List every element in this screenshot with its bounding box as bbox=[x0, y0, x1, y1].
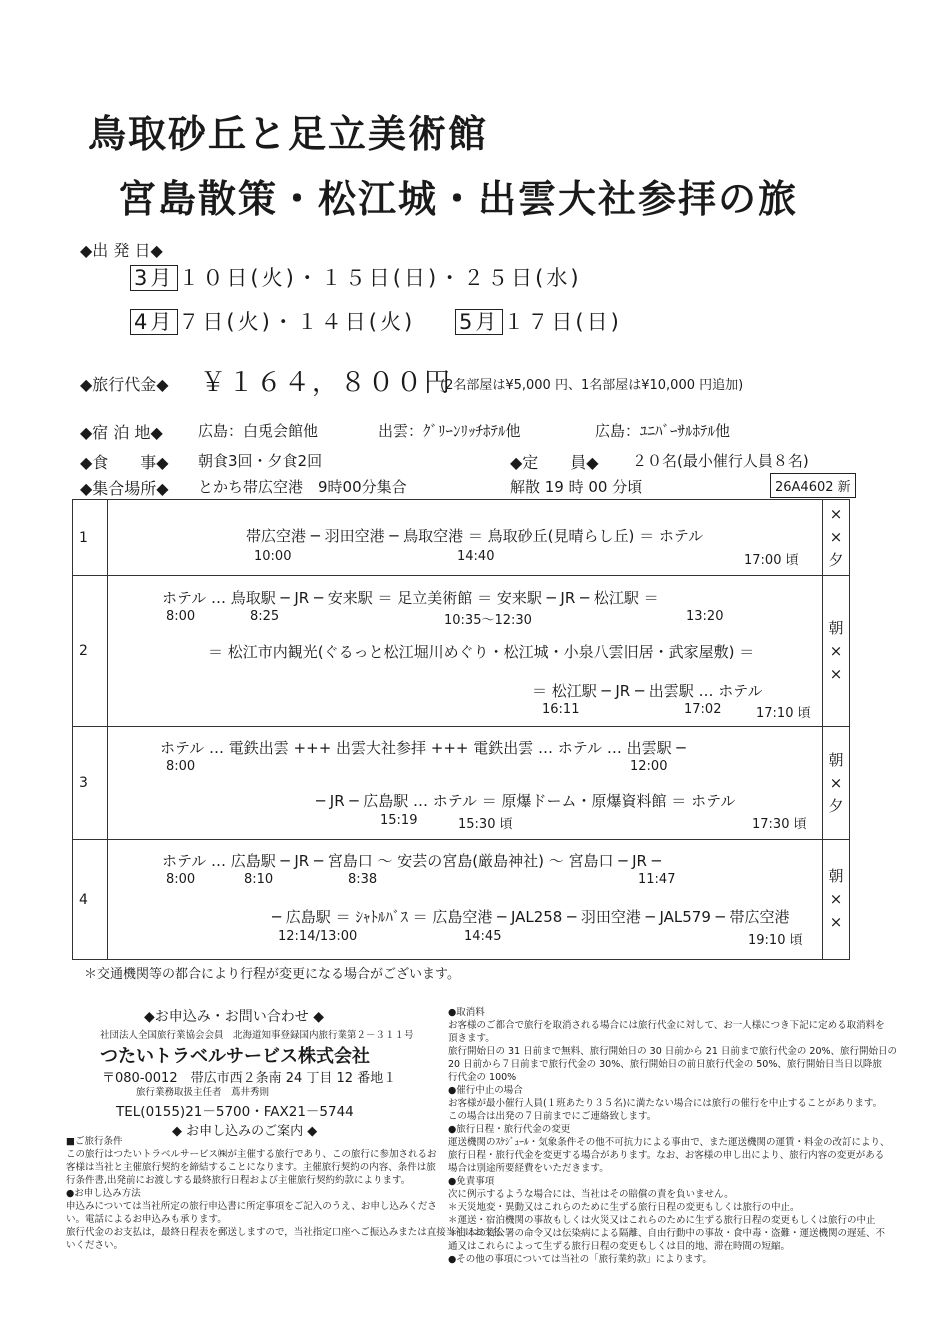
terms-line: 旅行開始日の 31 日前まで無料、旅行開始日の 30 日前から 21 日前まで旅行代金の 20%、旅行開始日の bbox=[448, 1046, 898, 1057]
terms-line: 行代金の 100% bbox=[448, 1072, 517, 1083]
meals-label: ◆食 事◆ bbox=[80, 453, 169, 472]
terms-line: ●その他の事項については当社の「旅行業約款」によります。 bbox=[448, 1254, 712, 1265]
terms-line: 旅行日程・旅行代金を変更する場合があります。なお、お客様の申し出により、旅行内容の変更がある bbox=[448, 1150, 885, 1161]
terms-line: ■ご旅行条件 bbox=[66, 1136, 123, 1147]
terms-line: ＊天災地変・異動又はこれらのために生ずる旅行日程の変更もしくは旅行の中止。 bbox=[448, 1202, 800, 1213]
time: 8:10 bbox=[244, 872, 274, 887]
itinerary-day-1 bbox=[73, 500, 850, 576]
month-march: 3月 bbox=[130, 265, 178, 291]
day-meals bbox=[823, 500, 850, 576]
time: 16:11 bbox=[542, 702, 580, 717]
dates-april: ７日(火)・１４日(火) bbox=[178, 310, 416, 334]
dismiss-time: 解散 19 時 00 分頃 bbox=[510, 478, 643, 496]
terms-line: 行条件書,出発前にお渡しする最終旅行日程および主催旅行契約約款によります。 bbox=[66, 1175, 411, 1186]
meal-breakfast: 朝 bbox=[828, 750, 844, 769]
terms-line: ＊日本の官公署の命令又は伝染病による隔離、自由行動中の事故・食中毒・盗難・運送機関の遅延、不 bbox=[448, 1228, 886, 1239]
departure-label: ◆出 発 日◆ bbox=[80, 241, 163, 260]
company-name: つたいトラベルサービス株式会社 bbox=[100, 1046, 370, 1067]
meal-lunch: × bbox=[829, 773, 843, 792]
time: 8:00 bbox=[166, 609, 196, 624]
terms-line: 次に例示するような場合には、当社はその賠償の責を負いません。 bbox=[448, 1189, 734, 1200]
terms-line: ●催行中止の場合 bbox=[448, 1085, 523, 1096]
stay-hiroshima-2: 広島：ﾕﾆﾊﾞｰｻﾙﾎﾃﾙ他 bbox=[595, 422, 731, 440]
time: 15:19 bbox=[380, 813, 418, 828]
terms-line: お客様が最小催行人員(１班あたり３５名)に満たない場合には旅行の催行を中止することがあります。 bbox=[448, 1098, 883, 1109]
terms-line: ●旅行日程・旅行代金の変更 bbox=[448, 1124, 571, 1135]
time: 17:30 頃 bbox=[752, 817, 807, 832]
terms-line: 20 日前から７日前まで旅行代金の 30%、旅行開始日の前日旅行代金の 50%、旅行開始日当日以降旅 bbox=[448, 1059, 882, 1070]
stay-label: ◆宿 泊 地◆ bbox=[80, 423, 163, 442]
route-line: ─ 広島駅 ＝ ｼｬﾄﾙﾊﾞｽ ＝ 広島空港 ─ JAL258 ─ 羽田空港 ─ JAL579 ─ 帯広空港 bbox=[272, 908, 790, 926]
time: 15:30 頃 bbox=[458, 817, 513, 832]
terms-line: いください。 bbox=[66, 1240, 124, 1251]
meal-dinner: 夕 bbox=[828, 796, 844, 815]
meal-breakfast: 朝 bbox=[828, 867, 844, 885]
terms-line: 旅行代金のお支払は，最終日程表を郵送しますので，当社指定口座へご振込みまたは直接当社にお支払 bbox=[66, 1227, 503, 1238]
stay-hiroshima-1: 広島：白兎会館他 bbox=[198, 422, 319, 440]
stay-izumo: 出雲：ｸﾞﾘｰﾝﾘｯﾁﾎﾃﾙ他 bbox=[378, 422, 521, 440]
title-line-1: 鳥取砂丘と足立美術館 bbox=[88, 112, 489, 156]
month-april: 4月 bbox=[130, 309, 178, 335]
meal-lunch: × bbox=[829, 641, 843, 660]
route-line: ＝ 松江駅 ─ JR ─ 出雲駅 … ホテル bbox=[532, 682, 763, 700]
tour-code: 26A4602 新 bbox=[770, 473, 856, 498]
terms-line: 場合は別途所要経費をいただきます。 bbox=[448, 1163, 609, 1174]
time: 14:40 bbox=[457, 549, 495, 564]
price-note: (2名部屋は¥5,000 円、1名部屋は¥10,000 円追加) bbox=[440, 378, 744, 393]
price-value: ￥１６４，８００円 bbox=[200, 368, 453, 398]
time: 19:10 頃 bbox=[748, 933, 803, 948]
meal-lunch: × bbox=[829, 890, 843, 908]
time: 12:00 bbox=[630, 759, 668, 774]
itinerary-day-3 bbox=[73, 727, 850, 840]
meal-breakfast: 朝 bbox=[828, 618, 844, 637]
meal-dinner: × bbox=[829, 664, 843, 683]
day-number: 3 bbox=[73, 727, 108, 840]
time: 17:02 bbox=[684, 702, 722, 717]
departure-may bbox=[455, 306, 622, 336]
time: 8:25 bbox=[250, 609, 280, 624]
terms-line: この場合は出発の７日前までにご連絡致します。 bbox=[448, 1111, 657, 1122]
meals-value: 朝食3回・夕食2回 bbox=[198, 452, 323, 470]
day-meals bbox=[823, 576, 850, 727]
company-phone: TEL(0155)21－5700・FAX21－5744 bbox=[116, 1104, 354, 1120]
terms-line: 通又はこれらによって生ずる旅行日程の変更もしくは目的地、滞在時間の短縮。 bbox=[448, 1241, 791, 1252]
day-number: 4 bbox=[73, 840, 108, 960]
terms-line: 申込みについては当社所定の旅行申込書に所定事項をご記入のうえ、お申し込みくださ bbox=[66, 1201, 437, 1212]
day-number: 1 bbox=[73, 500, 108, 576]
time: 10:35～12:30 bbox=[444, 613, 532, 628]
time: 11:47 bbox=[638, 872, 676, 887]
departure-march bbox=[130, 262, 582, 292]
meal-dinner: 夕 bbox=[828, 551, 844, 569]
terms-line: 頂きます。 bbox=[448, 1033, 495, 1044]
terms-line: ●取消料 bbox=[448, 1007, 485, 1018]
time: 12:14/13:00 bbox=[278, 929, 358, 944]
terms-line: ＊運送・宿泊機関の事故もしくは火災又はこれらのために生ずる旅行日程の変更もしくは旅行の中止 bbox=[448, 1215, 876, 1226]
left-terms bbox=[66, 1135, 503, 1252]
terms-line: ●免責事項 bbox=[448, 1176, 495, 1187]
dates-may: １７日(日) bbox=[503, 310, 622, 334]
price-label: ◆旅行代金◆ bbox=[80, 375, 169, 394]
application-guide-heading: ◆ お申し込みのご案内 ◆ bbox=[172, 1124, 318, 1139]
time: 8:38 bbox=[348, 872, 378, 887]
terms-line: 客様は当社と主催旅行契約を締結することになります。主催旅行契約の内容、条件は旅 bbox=[66, 1162, 436, 1173]
itinerary-day-2 bbox=[73, 576, 850, 727]
terms-line: 運送機関のｽｹｼﾞｭｰﾙ・気象条件その他不可抗力による事由で、また運送機関の運賃・料金の改訂により、 bbox=[448, 1137, 890, 1148]
time: 17:00 頃 bbox=[744, 553, 799, 568]
route-line: ホテル … 広島駅 ─ JR ─ 宮島口 ～ 安芸の宮島(厳島神社) ～ 宮島口 ─ JR ─ bbox=[162, 852, 661, 870]
time: 17:10 頃 bbox=[756, 706, 811, 721]
dates-march: １０日(火)・１５日(日)・２５日(水) bbox=[178, 266, 582, 290]
route-line: ホテル … 鳥取駅 ─ JR ─ 安来駅 ＝ 足立美術館 ＝ 安来駅 ─ JR ─ 松江駅 ＝ bbox=[162, 589, 659, 607]
contact-heading: ◆お申込み・お問い合わせ ◆ bbox=[144, 1009, 324, 1025]
meeting-label: ◆集合場所◆ bbox=[80, 479, 169, 498]
route-line: ホテル … 電鉄出雲 +++ 出雲大社参拝 +++ 電鉄出雲 … ホテル … 出雲駅 ─ bbox=[160, 739, 686, 757]
terms-line: お客様のご都合で旅行を取消される場合には旅行代金に対して、お一人様につき下記に定める取消料を bbox=[448, 1020, 885, 1031]
association-info: 社団法人全国旅行業協会会員 北海道知事登録国内旅行業第２－３１１号 bbox=[100, 1030, 414, 1041]
departure-april bbox=[130, 306, 415, 336]
time: 8:00 bbox=[166, 759, 196, 774]
route-line: 帯広空港 ─ 羽田空港 ─ 鳥取空港 ＝ 鳥取砂丘(見晴らし丘) ＝ ホテル bbox=[246, 527, 704, 545]
terms-line: この旅行はつたいトラベルサービス㈱が主催する旅行であり、この旅行に参加されるお bbox=[66, 1149, 437, 1160]
title-line-2: 宮島散策・松江城・出雲大社参拝の旅 bbox=[118, 177, 799, 221]
itinerary-table bbox=[72, 499, 850, 960]
meeting-value: とかち帯広空港 9時00分集合 bbox=[198, 478, 407, 496]
route-line: ─ JR ─ 広島駅 … ホテル ＝ 原爆ドーム・原爆資料館 ＝ ホテル bbox=[316, 792, 736, 810]
time: 13:20 bbox=[686, 609, 724, 624]
meal-dinner: × bbox=[829, 913, 843, 931]
schedule-notice: ＊交通機関等の都合により行程が変更になる場合がございます。 bbox=[84, 967, 460, 982]
day-meals bbox=[823, 840, 850, 960]
terms-line: い。電話によるお申込みも承ります。 bbox=[66, 1214, 227, 1225]
terms-line: ●お申し込み方法 bbox=[66, 1188, 141, 1199]
time: 10:00 bbox=[254, 549, 292, 564]
route-line: ＝ 松江市内観光(ぐるっと松江堀川めぐり・松江城・小泉八雲旧居・武家屋敷) ＝ bbox=[208, 643, 755, 661]
month-may: 5月 bbox=[455, 309, 503, 335]
right-terms bbox=[448, 1006, 897, 1266]
capacity-label: ◆定 員◆ bbox=[510, 453, 599, 472]
meal-lunch: × bbox=[829, 528, 843, 546]
time: 8:00 bbox=[166, 872, 196, 887]
travel-manager: 旅行業務取扱主任者 蔦井秀則 bbox=[136, 1087, 270, 1098]
time: 14:45 bbox=[464, 929, 502, 944]
itinerary-day-4 bbox=[73, 840, 850, 960]
capacity-value: ２０名(最小催行人員８名) bbox=[632, 452, 809, 470]
day-meals bbox=[823, 727, 850, 840]
company-address: 〒080-0012 帯広市西２条南 24 丁目 12 番地１ bbox=[102, 1071, 397, 1086]
day-number: 2 bbox=[73, 576, 108, 727]
meal-breakfast: × bbox=[829, 505, 843, 523]
